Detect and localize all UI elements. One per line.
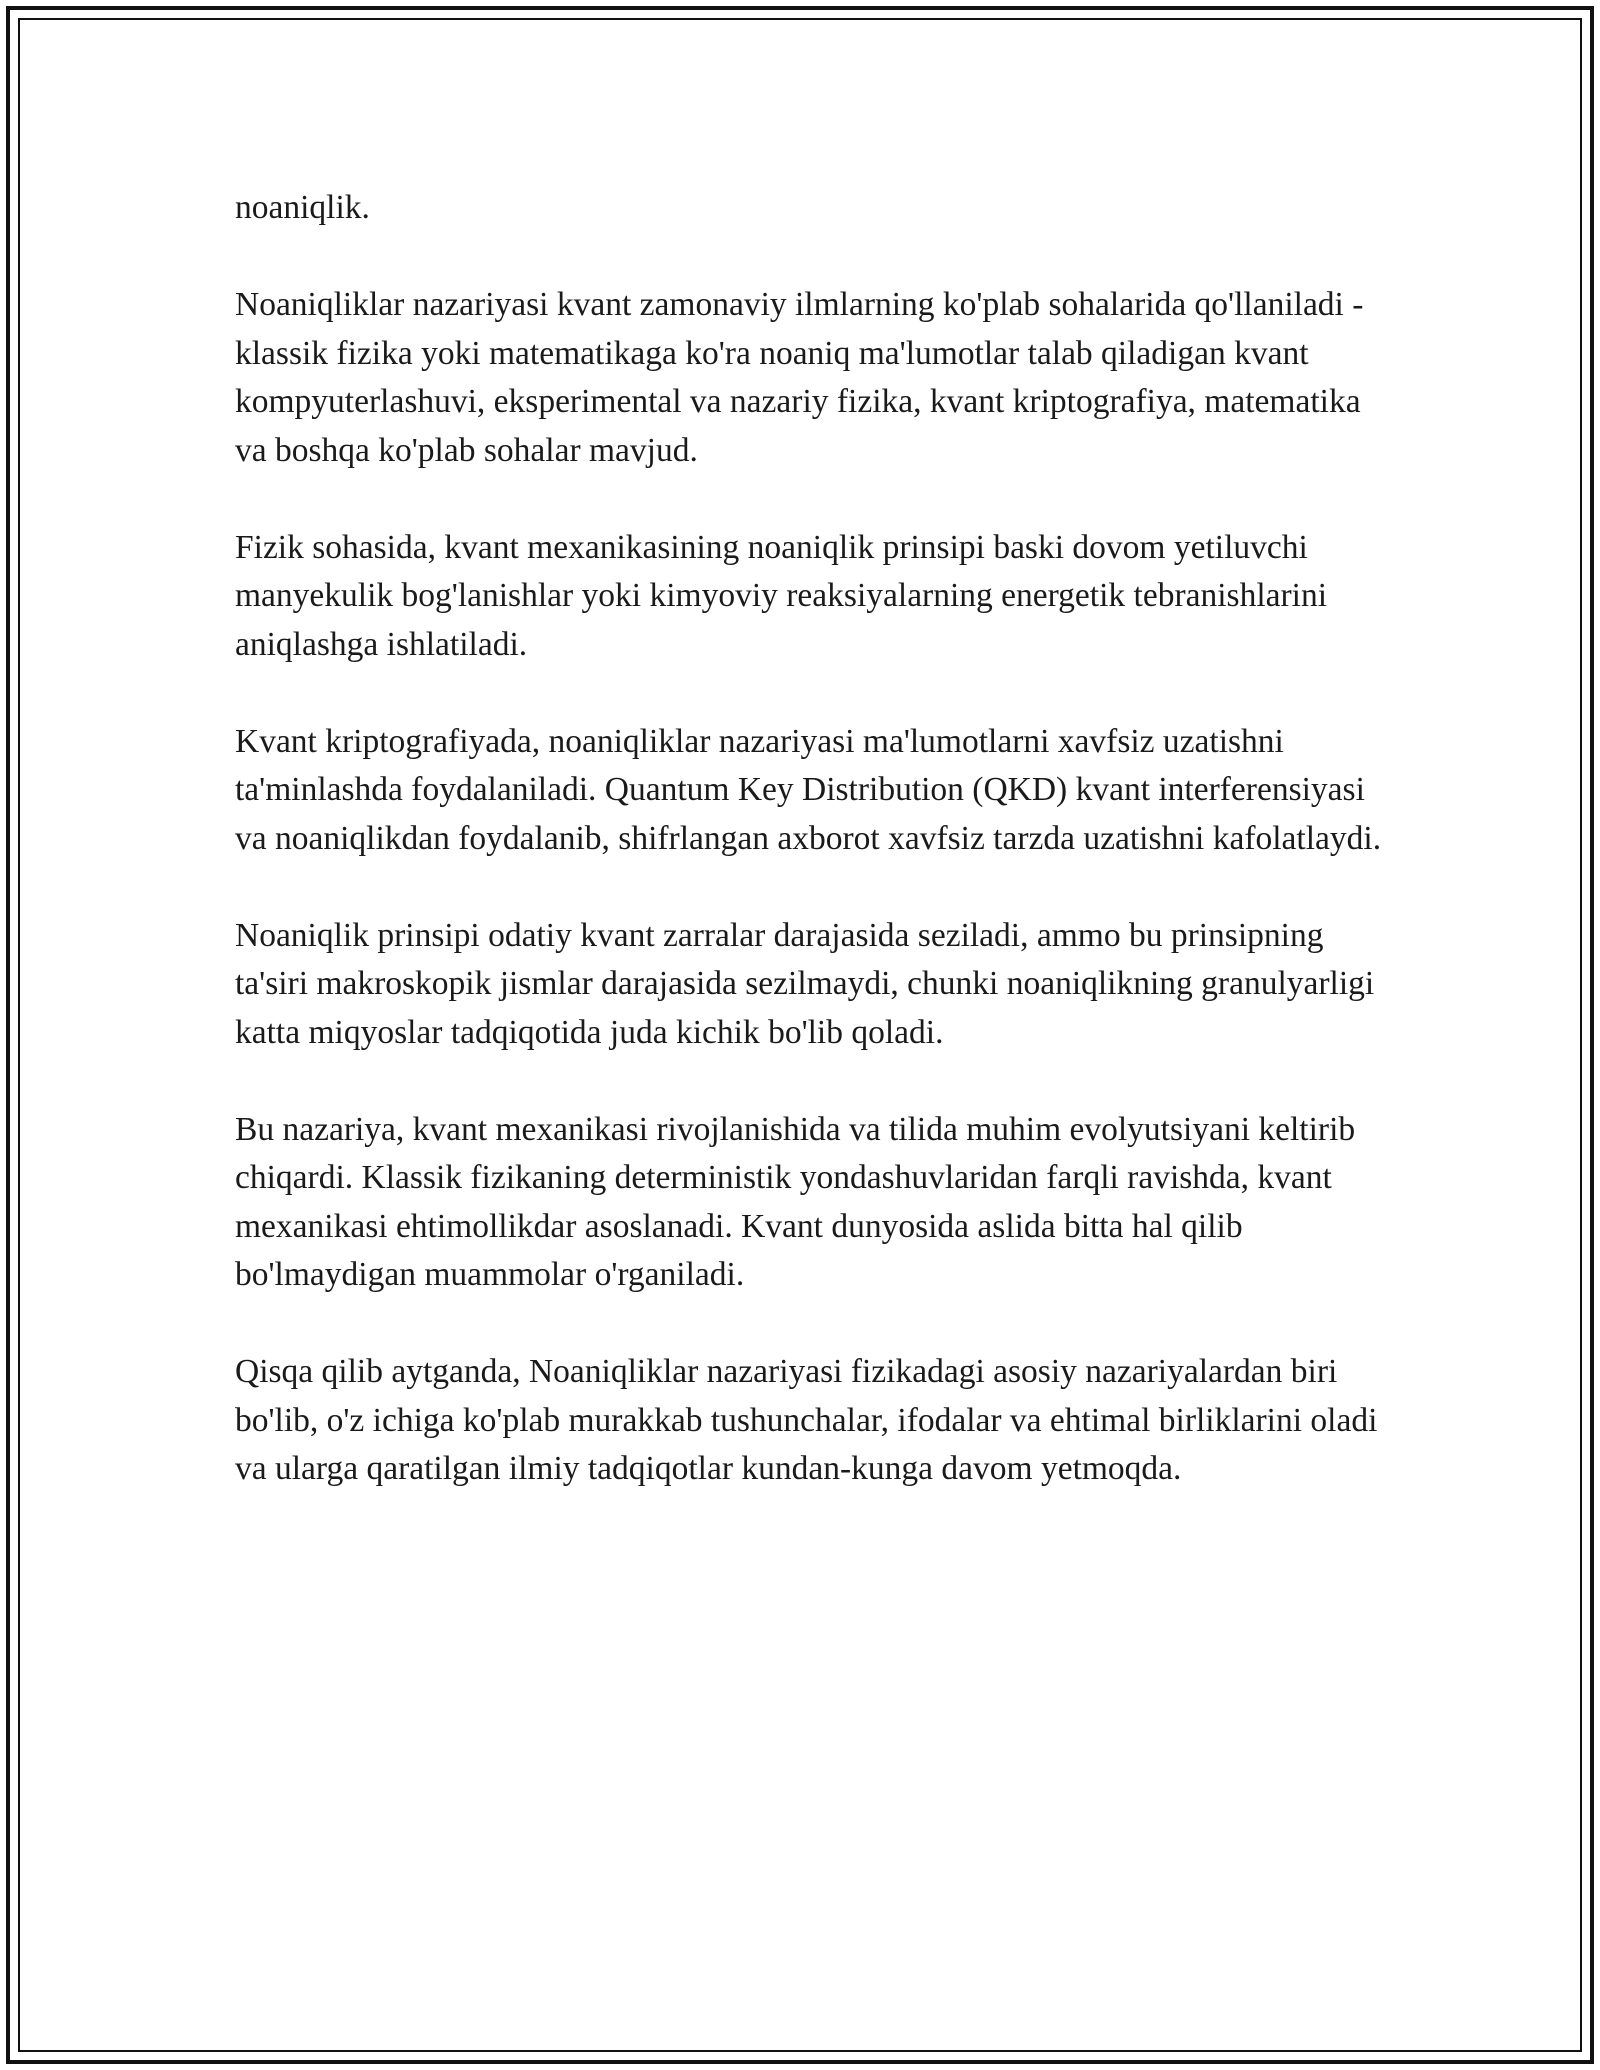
paragraph-5: Noaniqlik prinsipi odatiy kvant zarralar darajasida seziladi, ammo bu prinsipning ta'siri makroskopik jismlar darajasida sezilmaydi, chunki noaniqlikning granulyarligi katta miqyoslar tadqiqotida juda kichik bo'lib qoladi. (235, 916, 1375, 1051)
paragraph-1: noaniqlik. (235, 189, 370, 226)
paragraph-7: Qisqa qilib aytganda, Noaniqliklar nazariyasi fizikadagi asosiy nazariyalardan biri bo'lib, o'z ichiga ko'plab murakkab tushunchalar, ifodalar va ehtimal birliklarini oladi va ularga qaratilgan ilmiy tadqiqotlar kundan-kunga davom yetmoqda. (235, 1353, 1378, 1487)
paragraph-3: Fizik sohasida, kvant mexanikasining noaniqlik prinsipi baski dovom yetiluvchi manyekulik bog'lanishlar yoki kimyoviy reaksiyalarning energetik tebranishlarini aniqlashga ishlatiladi. (235, 528, 1328, 663)
document-body (235, 184, 1385, 1542)
paragraph-6: Bu nazariya, kvant mexanikasi rivojlanishida va tilida muhim evolyutsiyani keltirib chiqardi. Klassik fizikaning deterministik yondashuvlaridan farqli ravishda, kvant mexanikasi ehtimollikdar asoslanadi. Kvant dunyosida aslida bitta hal qilib bo'lmaydigan muammolar o'rganiladi. (235, 1110, 1356, 1293)
paragraph-4: Kvant kriptografiyada, noaniqliklar nazariyasi ma'lumotlarni xavfsiz uzatishni ta'minlashda foydalaniladi. Quantum Key Distribution (QKD) kvant interferensiyasi va noaniqlikdan foydalanib, shifrlangan axborot xavfsiz tarzda uzatishni kafolatlaydi. (235, 722, 1382, 857)
paragraph-2: Noaniqliklar nazariyasi kvant zamonaviy ilmlarning ko'plab sohalarida qo'llaniladi - klassik fizika yoki matematikaga ko'ra noaniq ma'lumotlar talab qiladigan kvant kompyuterlashuvi, eksperimental va nazariy fizika, kvant kriptografiya, matematika va boshqa ko'plab sohalar mavjud. (235, 286, 1364, 469)
